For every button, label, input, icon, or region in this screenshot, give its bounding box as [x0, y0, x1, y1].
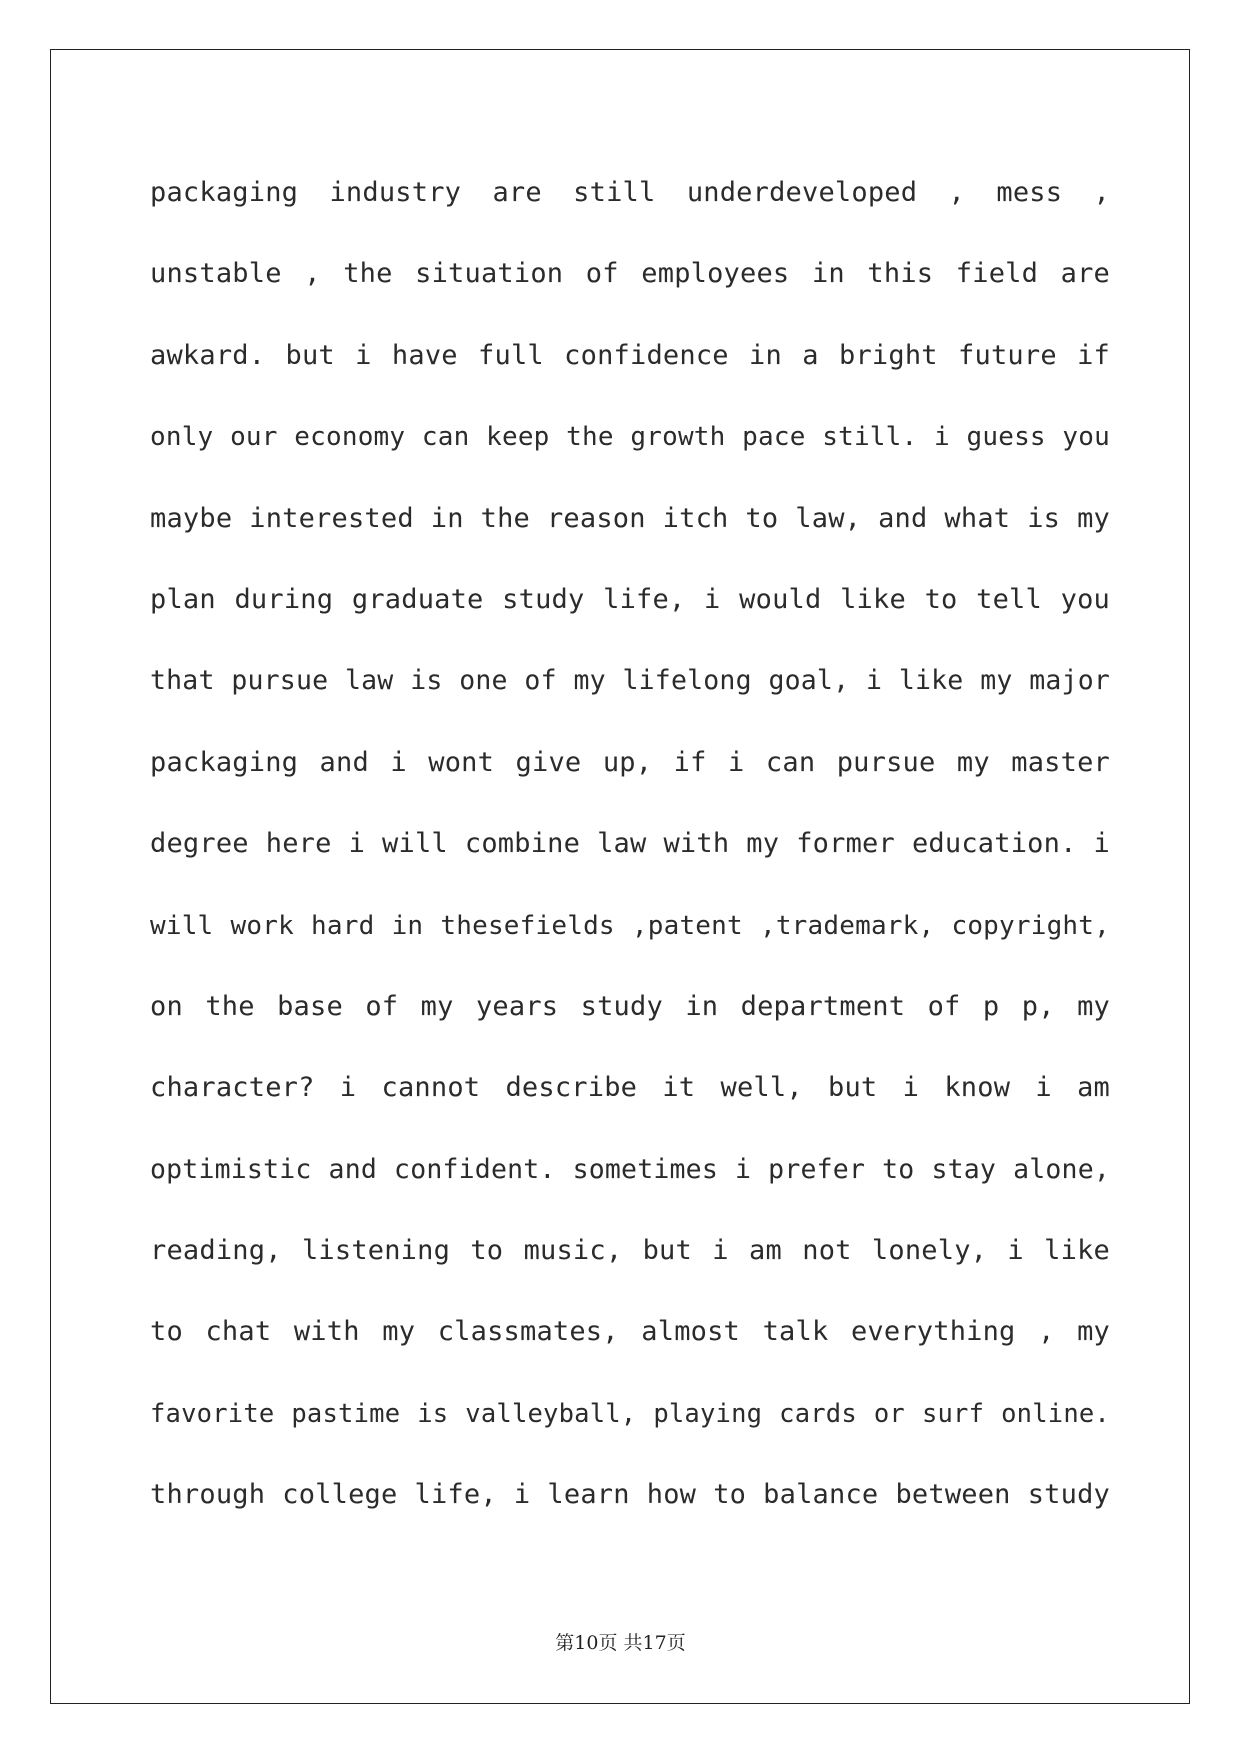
page-number-footer: 第10页 共17页 — [555, 1632, 686, 1654]
text-line: maybe interested in the reason itch to law, and what is my — [150, 502, 1110, 534]
text-line: through college life, i learn how to balance between study — [150, 1479, 1110, 1511]
text-line: to chat with my classmates, almost talk everything , my — [150, 1316, 1110, 1348]
text-line: favorite pastime is valleyball, playing cards or surf online. — [150, 1398, 1110, 1429]
text-line: degree here i will combine law with my former education. i — [150, 828, 1110, 860]
text-line: optimistic and confident. sometimes i prefer to stay alone, — [150, 1153, 1110, 1185]
text-line: packaging and i wont give up, if i can pursue my master — [150, 746, 1110, 778]
body-text — [150, 163, 1110, 1547]
text-line: unstable , the situation of employees in this field are — [150, 258, 1110, 290]
text-line: on the base of my years study in department of p p, my — [150, 990, 1110, 1022]
text-line: reading, listening to music, but i am not lonely, i like — [150, 1235, 1110, 1267]
text-line: only our economy can keep the growth pace still. i guess you — [150, 422, 1110, 453]
text-line: packaging industry are still underdeveloped , mess , — [150, 177, 1110, 208]
text-line: will work hard in thesefields ,patent ,trademark, copyright, — [150, 910, 1110, 941]
text-line: plan during graduate study life, i would like to tell you — [150, 583, 1110, 615]
text-line: that pursue law is one of my lifelong goal, i like my major — [150, 665, 1110, 697]
text-line: awkard. but i have full confidence in a bright future if — [150, 339, 1110, 371]
text-line: character? i cannot describe it well, but i know i am — [150, 1072, 1110, 1104]
